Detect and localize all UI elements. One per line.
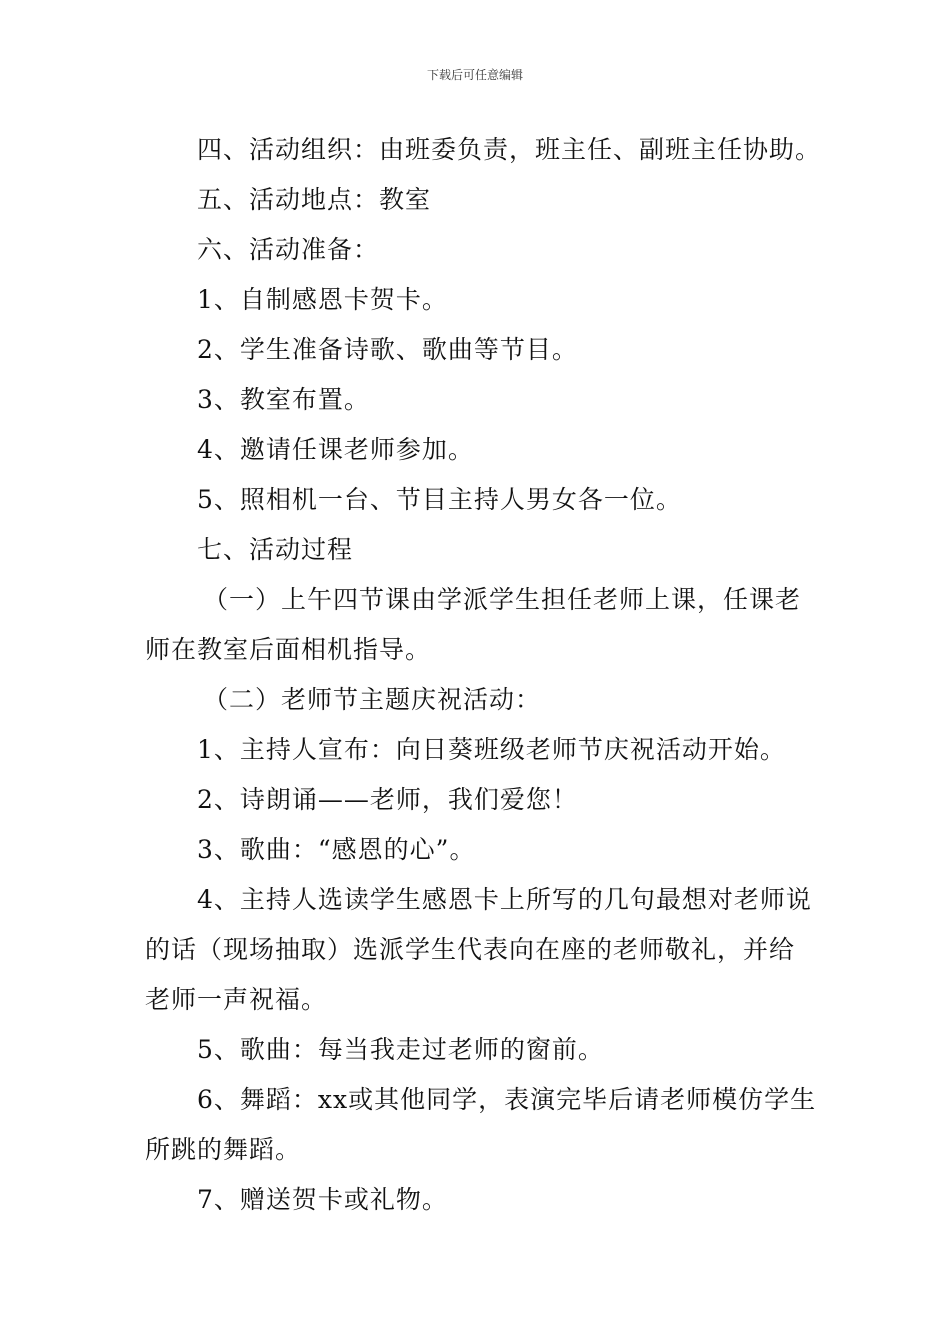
list-item-program-4: 4、主持人选读学生感恩卡上所写的几句最想对老师说 xyxy=(197,885,812,914)
paragraph-process-part-1: （一）上午四节课由学派学生担任老师上课，任课老 xyxy=(203,585,802,614)
list-item-program-4-cont-2: 老师一声祝福。 xyxy=(145,985,328,1014)
list-item-prep-3: 3、教室布置。 xyxy=(197,385,370,414)
paragraph-process-part-1-cont: 师在教室后面相机指导。 xyxy=(145,635,432,664)
list-item-program-3: 3、歌曲：“感恩的心”。 xyxy=(197,835,476,864)
paragraph-activity-preparation: 六、活动准备： xyxy=(197,235,380,264)
list-item-program-5: 5、歌曲：每当我走过老师的窗前。 xyxy=(197,1035,604,1064)
list-item-prep-1: 1、自制感恩卡贺卡。 xyxy=(197,285,448,314)
list-item-program-4-cont-1: 的话（现场抽取）选派学生代表向在座的老师敬礼，并给 xyxy=(145,935,796,964)
list-item-prep-2: 2、学生准备诗歌、歌曲等节目。 xyxy=(197,335,578,364)
list-item-program-7: 7、赠送贺卡或礼物。 xyxy=(197,1185,448,1214)
paragraph-activity-organization: 四、活动组织：由班委负责，班主任、副班主任协助。 xyxy=(197,135,822,164)
paragraph-activity-location: 五、活动地点：教室 xyxy=(197,185,432,214)
list-item-prep-5: 5、照相机一台、节目主持人男女各一位。 xyxy=(197,485,682,514)
list-item-program-6-cont: 所跳的舞蹈。 xyxy=(145,1135,302,1164)
page-header: 下载后可任意编辑 xyxy=(426,68,523,82)
paragraph-process-part-2: （二）老师节主题庆祝活动： xyxy=(203,685,542,714)
paragraph-activity-process: 七、活动过程 xyxy=(197,535,354,564)
document-body xyxy=(145,125,822,1225)
list-item-program-2: 2、诗朗诵——老师，我们爱您！ xyxy=(197,785,578,814)
list-item-program-6: 6、舞蹈：xx或其他同学，表演完毕后请老师模仿学生 xyxy=(197,1085,817,1114)
list-item-prep-4: 4、邀请任课老师参加。 xyxy=(197,435,474,464)
list-item-program-1: 1、主持人宣布：向日葵班级老师节庆祝活动开始。 xyxy=(197,735,786,764)
